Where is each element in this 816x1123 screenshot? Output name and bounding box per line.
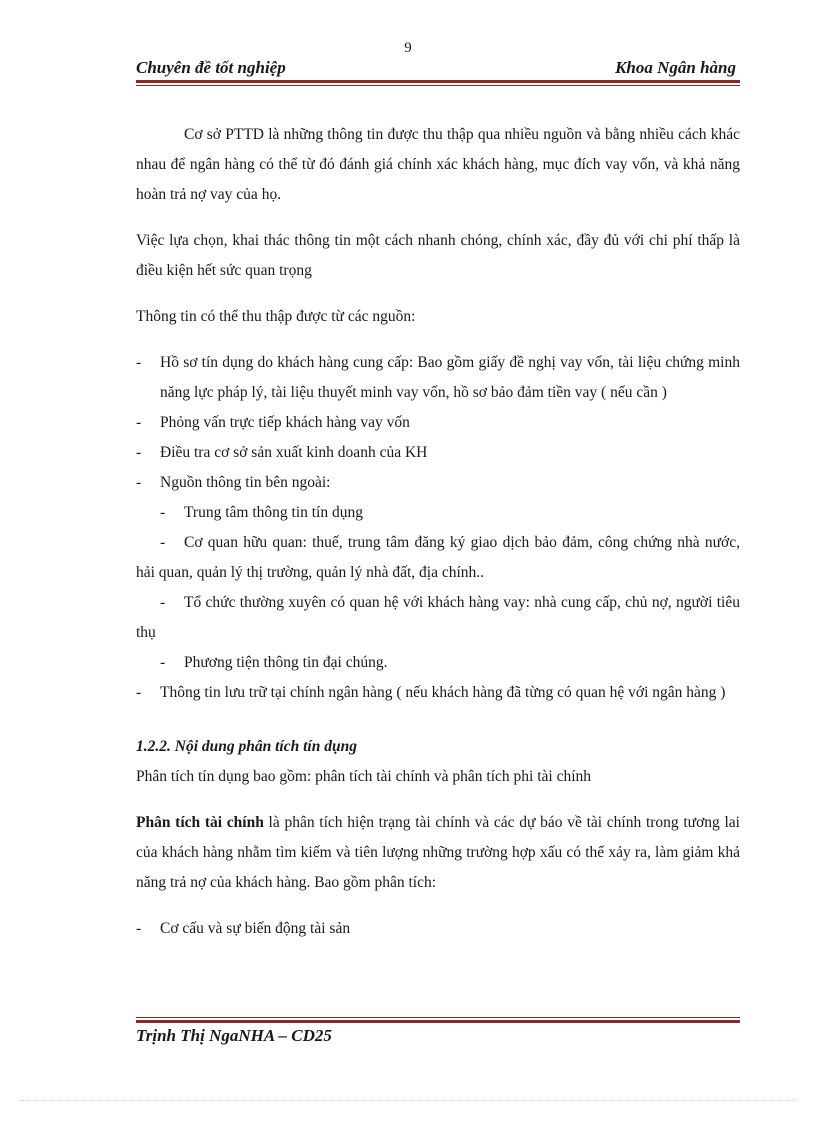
footer-rule-thick	[136, 1020, 740, 1023]
list-item-text: Cơ cấu và sự biến động tài sản	[160, 920, 351, 937]
header-right-title: Khoa Ngân hàng	[615, 58, 736, 77]
list-item	[136, 678, 740, 708]
dash-marker: -	[136, 920, 142, 937]
document-body	[136, 120, 740, 944]
list-item-text: Phỏng vấn trực tiếp khách hàng vay vốn	[160, 414, 410, 431]
dash-marker: -	[160, 654, 166, 671]
list-item	[136, 914, 740, 944]
sub-list-item	[136, 588, 740, 648]
dash-marker: -	[136, 354, 142, 371]
list-item-text: Điều tra cơ sở sản xuất kinh doanh của KH	[160, 444, 428, 461]
dash-marker: -	[136, 444, 142, 461]
dash-marker: -	[160, 504, 166, 521]
footer-rule-thin	[136, 1017, 740, 1018]
footer-author: Trịnh Thị NgaNHA – CD25	[136, 1026, 332, 1045]
sub-list-item-text: Cơ quan hữu quan: thuế, trung tâm đăng ký giao dịch bảo đảm, công chứng nhà nước, hải quan, quản lý thị trường, quản lý nhà đất, địa chính..	[136, 534, 740, 581]
dash-marker: -	[136, 684, 142, 701]
dash-marker: -	[160, 534, 166, 551]
dash-marker: -	[136, 414, 142, 431]
header-rule-thin	[136, 85, 740, 86]
list-item	[136, 408, 740, 438]
page-number: 9	[404, 40, 412, 56]
list-item-text: Nguồn thông tin bên ngoài:	[160, 474, 331, 491]
paragraph-intro: Cơ sở PTTD là những thông tin được thu thập qua nhiều nguồn và bằng nhiều cách khác nhau để ngân hàng có thể từ đó đánh giá chính xác khách hàng, mục đích vay vốn, và khả năng hoàn trả nợ vay của họ.	[136, 126, 740, 203]
paragraph-financial-analysis	[136, 808, 740, 898]
list-item-text: Hồ sơ tín dụng do khách hàng cung cấp: Bao gồm giấy đề nghị vay vốn, tài liệu chứng minh năng lực pháp lý, tài liệu thuyết minh vay vốn, hồ sơ bảo đảm tiền vay ( nếu cần )	[160, 354, 740, 401]
page-bottom-divider	[20, 1100, 796, 1101]
paragraph-selection: Việc lựa chọn, khai thác thông tin một cách nhanh chóng, chính xác, đầy đủ với chi phí thấp là điều kiện hết sức quan trọng	[136, 232, 740, 279]
paragraph-sources: Thông tin có thể thu thập được từ các nguồn:	[136, 308, 416, 325]
bold-term: Phân tích tài chính	[136, 814, 264, 831]
sub-list-item	[136, 648, 740, 678]
page-header	[136, 58, 736, 78]
dash-marker: -	[136, 474, 142, 491]
dash-marker: -	[160, 594, 166, 611]
sub-list-item	[136, 528, 740, 588]
list-item	[136, 348, 740, 408]
list-item-text: Thông tin lưu trữ tại chính ngân hàng ( nếu khách hàng đã từng có quan hệ với ngân hàng )	[160, 684, 726, 701]
sub-list-item-text: Tổ chức thường xuyên có quan hệ với khách hàng vay: nhà cung cấp, chủ nợ, người tiêu thụ	[136, 594, 740, 641]
paragraph-financial-analysis-text: là phân tích hiện trạng tài chính và các dự báo về tài chính trong tương lai của khách hàng nhằm tìm kiếm và tiên lượng những trường hợp xấu có thể xảy ra, làm giảm khả năng trả nợ của khách hàng. Bao gồm phân tích:	[136, 814, 740, 891]
sub-list-item-text: Trung tâm thông tin tín dụng	[184, 504, 363, 521]
list-item	[136, 468, 740, 498]
sub-list-item-text: Phương tiện thông tin đại chúng.	[184, 654, 388, 671]
section-heading: 1.2.2. Nội dung phân tích tín dụng	[136, 738, 357, 755]
sub-list-item	[136, 498, 740, 528]
paragraph-analysis: Phân tích tín dụng bao gồm: phân tích tài chính và phân tích phi tài chính	[136, 768, 592, 785]
header-left-title: Chuyên đề tốt nghiệp	[136, 58, 286, 77]
header-rule-thick	[136, 80, 740, 83]
list-item	[136, 438, 740, 468]
